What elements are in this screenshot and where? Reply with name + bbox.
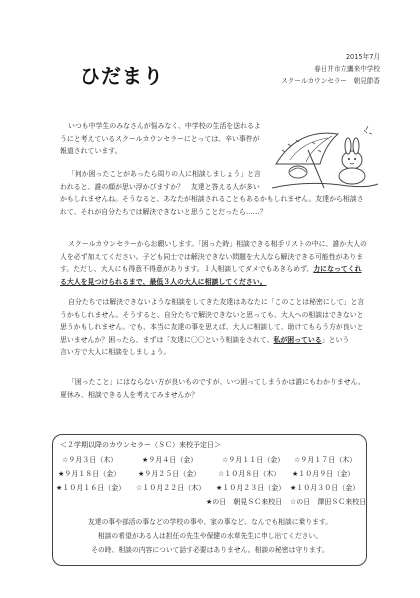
footer-line: 友達の事や部活の事などの学校の事や、家の事など、なんでも相談に乗ります。 [87, 518, 332, 526]
schedule-date: ☆１０月２２日（木） [136, 484, 206, 492]
newsletter-title: ひだまり [80, 64, 164, 88]
emphasis-text: 力になってくれ [313, 265, 362, 274]
text-line: 思いませんか？困ったら、まずは「友達に〇〇という相談をされて、私が困っている」という [60, 335, 350, 344]
text-line: うにと考えているスクールカウンセラーにとっては、辛い事件が [60, 134, 260, 143]
schedule-date: ★９月２５日（金） [138, 470, 201, 478]
text-line: 報道されています。 [60, 147, 122, 156]
text-line: 夏休み、相談できる人を考えてみませんか？ [60, 390, 199, 399]
legend-star: ★の日 朝見ＳＣ来校日 [206, 498, 283, 506]
schedule-date: ☆９月３日（木） [62, 456, 118, 464]
schedule-date: ☆１０月８日（木） [218, 470, 281, 478]
schedule-date: ★９月４日（金） [142, 456, 198, 464]
schedule-title: ＜２学期以降のカウンセラー（ＳＣ）来校予定日＞ [60, 441, 221, 449]
paragraph-intro [60, 120, 280, 158]
emphasis-text: る大人を見つけられるまで、最低３人の大人に相談してください。 [60, 277, 267, 286]
schedule-date: ★１０月２３日（金） [216, 484, 286, 492]
schedule-date: ☆９月１７日（木） [294, 456, 357, 464]
paragraph-friends [60, 168, 364, 218]
paragraph-summer [60, 376, 364, 401]
issue-date: 2015年7月 [345, 53, 380, 61]
footer-line: 相談の希望がある人は担任の先生や保健の水草先生に申し出てください。 [97, 532, 323, 540]
text-line: スクールカウンセラーからお願いします。「困った時」相談できる相手リストの中に、誰か大人の [68, 240, 367, 248]
schedule-date: ★１０月９日（金） [292, 470, 355, 478]
emphasis-text: 私が困っている [273, 335, 322, 344]
paragraph-request [60, 238, 367, 288]
counselor-name: スクールカウンセラー 朝見節香 [281, 77, 380, 85]
text-line: す。ただし、大人にも得意不得意があります。１人相談してダメでもあきらめず、力になってくれ [60, 265, 362, 274]
school-name: 春日井市立鷹来中学校 [314, 65, 380, 73]
text-line: かもしれませんね。そうなると、あなたが相談されることもあるかもしれません。友達から相談さ [60, 195, 364, 204]
schedule-date: ☆９月１１日（金） [222, 456, 285, 464]
paragraph-secret [60, 296, 364, 359]
text-line: れて、それが自分たちでは解決できないと思うことだったら……？ [60, 207, 267, 216]
legend-open-star: ☆の日 澤田ＳＣ来校日 [290, 498, 367, 506]
text-line: 思うかもしれません。でも、本当に友達の事を思えば、大人に相談して、助けてもらう方が良いと [60, 323, 364, 332]
text-line: 「何か困ったことがあったら周りの人に相談しましょう」と言 [68, 170, 261, 178]
text-line: うかもしれません。そうすると、自分たちで解決できないと思っても、大人への相談はできないと [60, 310, 364, 319]
text-line: われると、誰の顔が思い浮かびますか？ 友達と答える人が多い [60, 182, 260, 191]
schedule-date: ★９月１８日（金） [58, 470, 121, 478]
schedule-date: ★１０月３０日（金） [290, 484, 360, 492]
schedule-date: ★１０月１６日（金） [56, 484, 126, 492]
footer-line: その時、相談の内容について話す必要はありません。相談の秘密は守ります。 [91, 546, 329, 554]
text-line: 「困ったこと」にはならない方が良いものですが、いつ困ってしまうかは誰にもわかりません。 [68, 378, 365, 386]
text-line: いつも中学生のみなさんが悩みなく、中学校の生活を送れるよ [68, 122, 261, 130]
text-line: 自分たちでは解決できないような相談をしてきた友達はあなたに「このことは秘密にして」と言 [68, 298, 365, 306]
text-line: 言い方で大人に相談をしましょう。 [60, 348, 171, 357]
text-line: 人を必ず加えてください。子ども同士では解決できない問題を大人なら解決できる可能性がありま [60, 252, 364, 261]
